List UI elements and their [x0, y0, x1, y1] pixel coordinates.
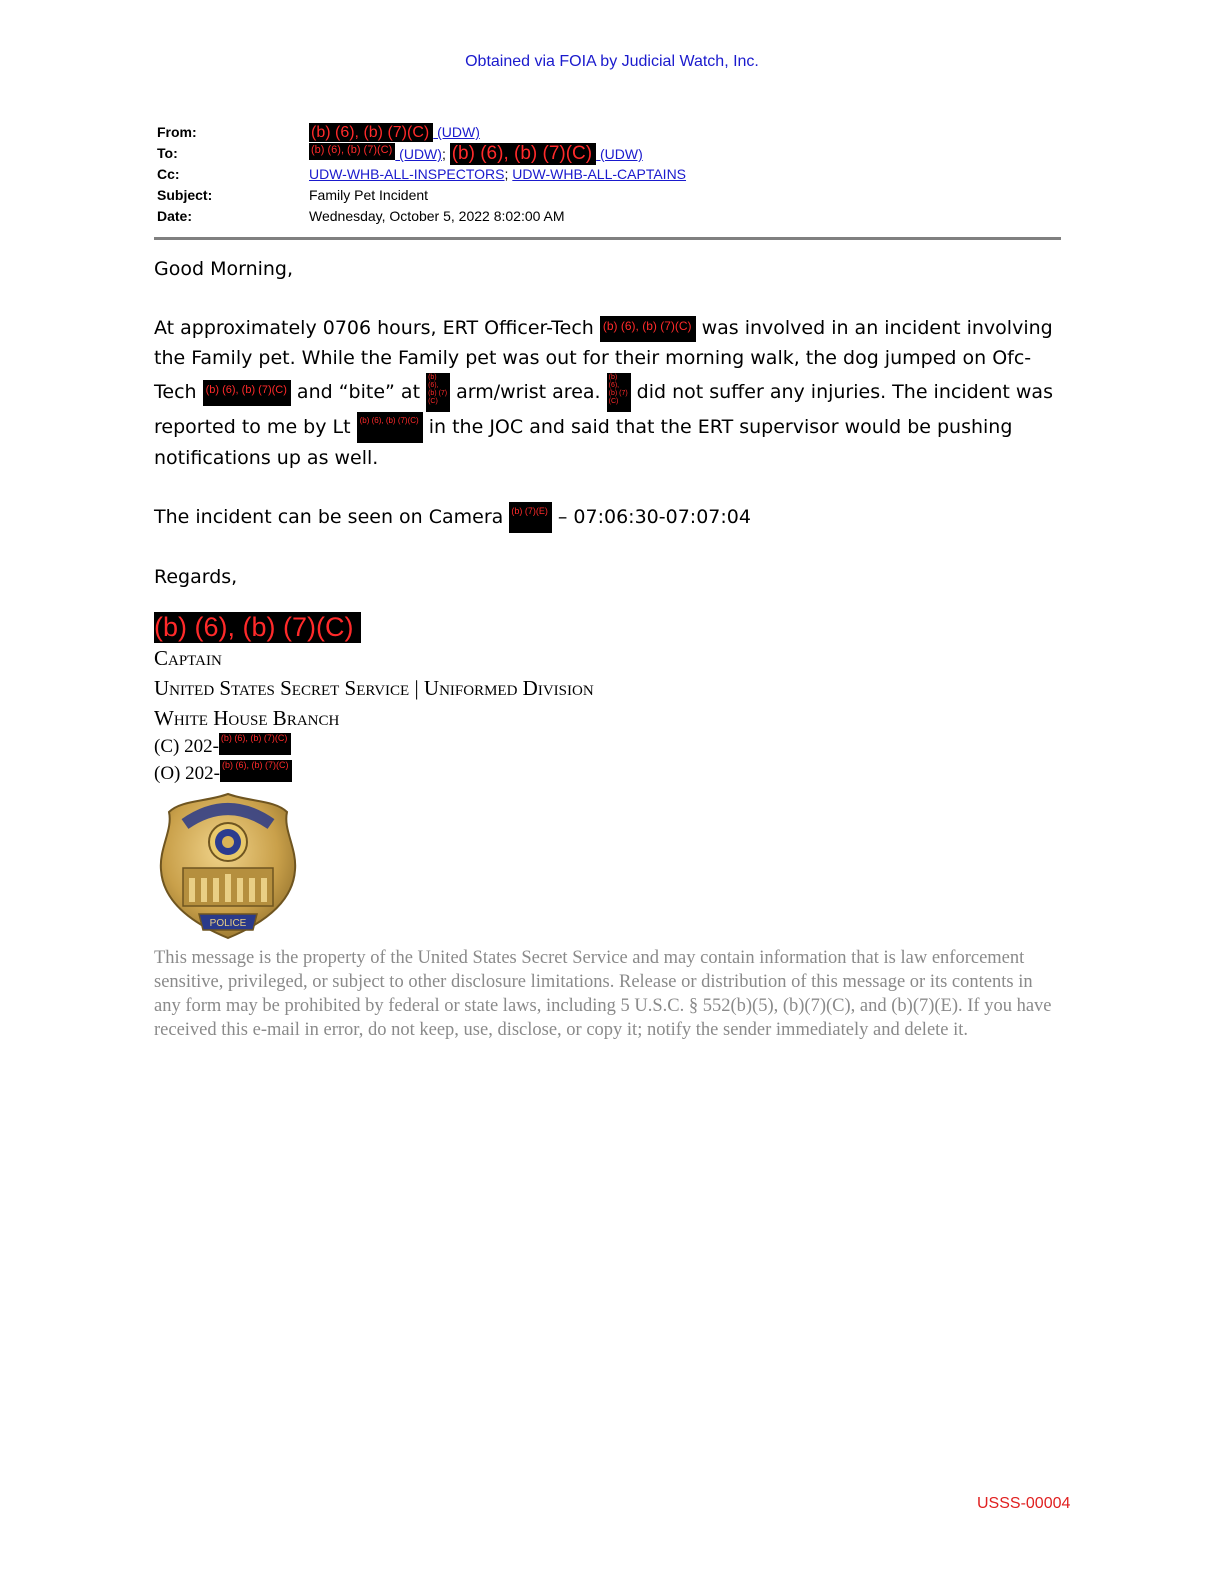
redaction-pronoun-2: (b) (6), (b) (7)(C) [607, 373, 631, 412]
header-divider [154, 237, 1061, 240]
email-body [154, 254, 1059, 592]
cc-value [309, 164, 686, 185]
greeting: Good Morning, [154, 258, 294, 280]
cc-inspectors-link[interactable]: UDW-WHB-ALL-INSPECTORS [309, 166, 505, 182]
from-value [309, 122, 480, 143]
cc-captains-link[interactable]: UDW-WHB-ALL-CAPTAINS [512, 166, 687, 182]
redaction-officer-name: (b) (6), (b) (7)(C) [600, 316, 696, 342]
signature-org: United States Secret Service | Uniformed Division [154, 676, 594, 700]
to-label: To: [157, 145, 178, 161]
subject-value: Family Pet Incident [309, 187, 429, 203]
signature-cell [154, 733, 594, 760]
p1-text-e: did not suffer any injuries. The incident was reported to me by Lt [154, 381, 1053, 438]
from-label: From: [157, 124, 197, 140]
from-udw-link[interactable]: (UDW) [433, 124, 480, 140]
signature-title: Captain [154, 646, 222, 670]
police-badge-icon [155, 790, 301, 942]
p1-text-a: At approximately 0706 hours, ERT Officer-Tech [154, 317, 600, 339]
p1-text-d: arm/wrist area. [450, 381, 607, 403]
to-udw-link-1[interactable]: (UDW) [395, 146, 442, 162]
redaction-ofc-tech-name: (b) (6), (b) (7)(C) [203, 380, 291, 406]
signature-branch: White House Branch [154, 706, 340, 730]
from-redaction: (b) (6), (b) (7)(C) [309, 123, 433, 142]
date-label: Date: [157, 208, 193, 224]
to-redaction-1: (b) (6), (b) (7)(C) [309, 143, 395, 160]
badge-police-text: POLICE [209, 918, 247, 929]
cell-redaction: (b) (6), (b) (7)(C) [219, 733, 292, 755]
p1-text-f: in the JOC and said that the ERT supervisor would be pushing notifications up as well. [154, 416, 1013, 469]
date-value: Wednesday, October 5, 2022 8:02:00 AM [309, 208, 565, 224]
signature-name-redaction: (b) (6), (b) (7)(C) [154, 612, 361, 643]
p1-text-b: was involved in an incident involving the Family pet. While the Family pet was out for their morning walk, the dog jumped on Ofc-Tech [154, 317, 1053, 403]
p2-text-b: – 07:06:30-07:07:04 [551, 506, 751, 528]
to-udw-link-2[interactable]: (UDW) [596, 146, 643, 162]
camera-paragraph [154, 502, 1059, 533]
bates-number: USSS-00004 [977, 1495, 1071, 1512]
to-separator: ; [441, 146, 450, 162]
redaction-pronoun-1: (b) (6), (b) (7)(C) [426, 373, 450, 412]
confidentiality-disclaimer: This message is the property of the United States Secret Service and may contain information that is law enforcement sensitive, privileged, or subject to other disclosure limitations. Release or distribution of this message or its contents in any form may be prohibited by federal or state laws, including 5 U.S.C. § 552(b)(5), (b)(7)(C), and (b)(7)(E). If you have received this e-mail in error, do not keep, use, disclose, or copy it; notify the sender immediately and delete it. [154, 948, 1052, 1040]
cc-separator: ; [504, 166, 513, 182]
office-redaction: (b) (6), (b) (7)(C) [220, 760, 293, 782]
office-prefix: (O) 202- [154, 763, 220, 784]
cell-prefix: (C) 202- [154, 736, 219, 757]
incident-paragraph [154, 313, 1059, 473]
redaction-camera: (b) (7)(E) [509, 502, 552, 533]
signature-block [154, 612, 594, 787]
p2-text-a: The incident can be seen on Camera [154, 506, 510, 528]
to-redaction-2: (b) (6), (b) (7)(C) [450, 143, 596, 165]
closing: Regards, [154, 566, 238, 588]
foia-watermark: Obtained via FOIA by Judicial Watch, Inc. [465, 53, 759, 70]
to-value [309, 143, 643, 165]
p1-text-c: and “bite” at [290, 381, 427, 403]
signature-office [154, 760, 594, 787]
subject-label: Subject: [157, 187, 213, 203]
redaction-lt-name: (b) (6), (b) (7)(C) [357, 412, 423, 443]
cc-label: Cc: [157, 166, 180, 182]
